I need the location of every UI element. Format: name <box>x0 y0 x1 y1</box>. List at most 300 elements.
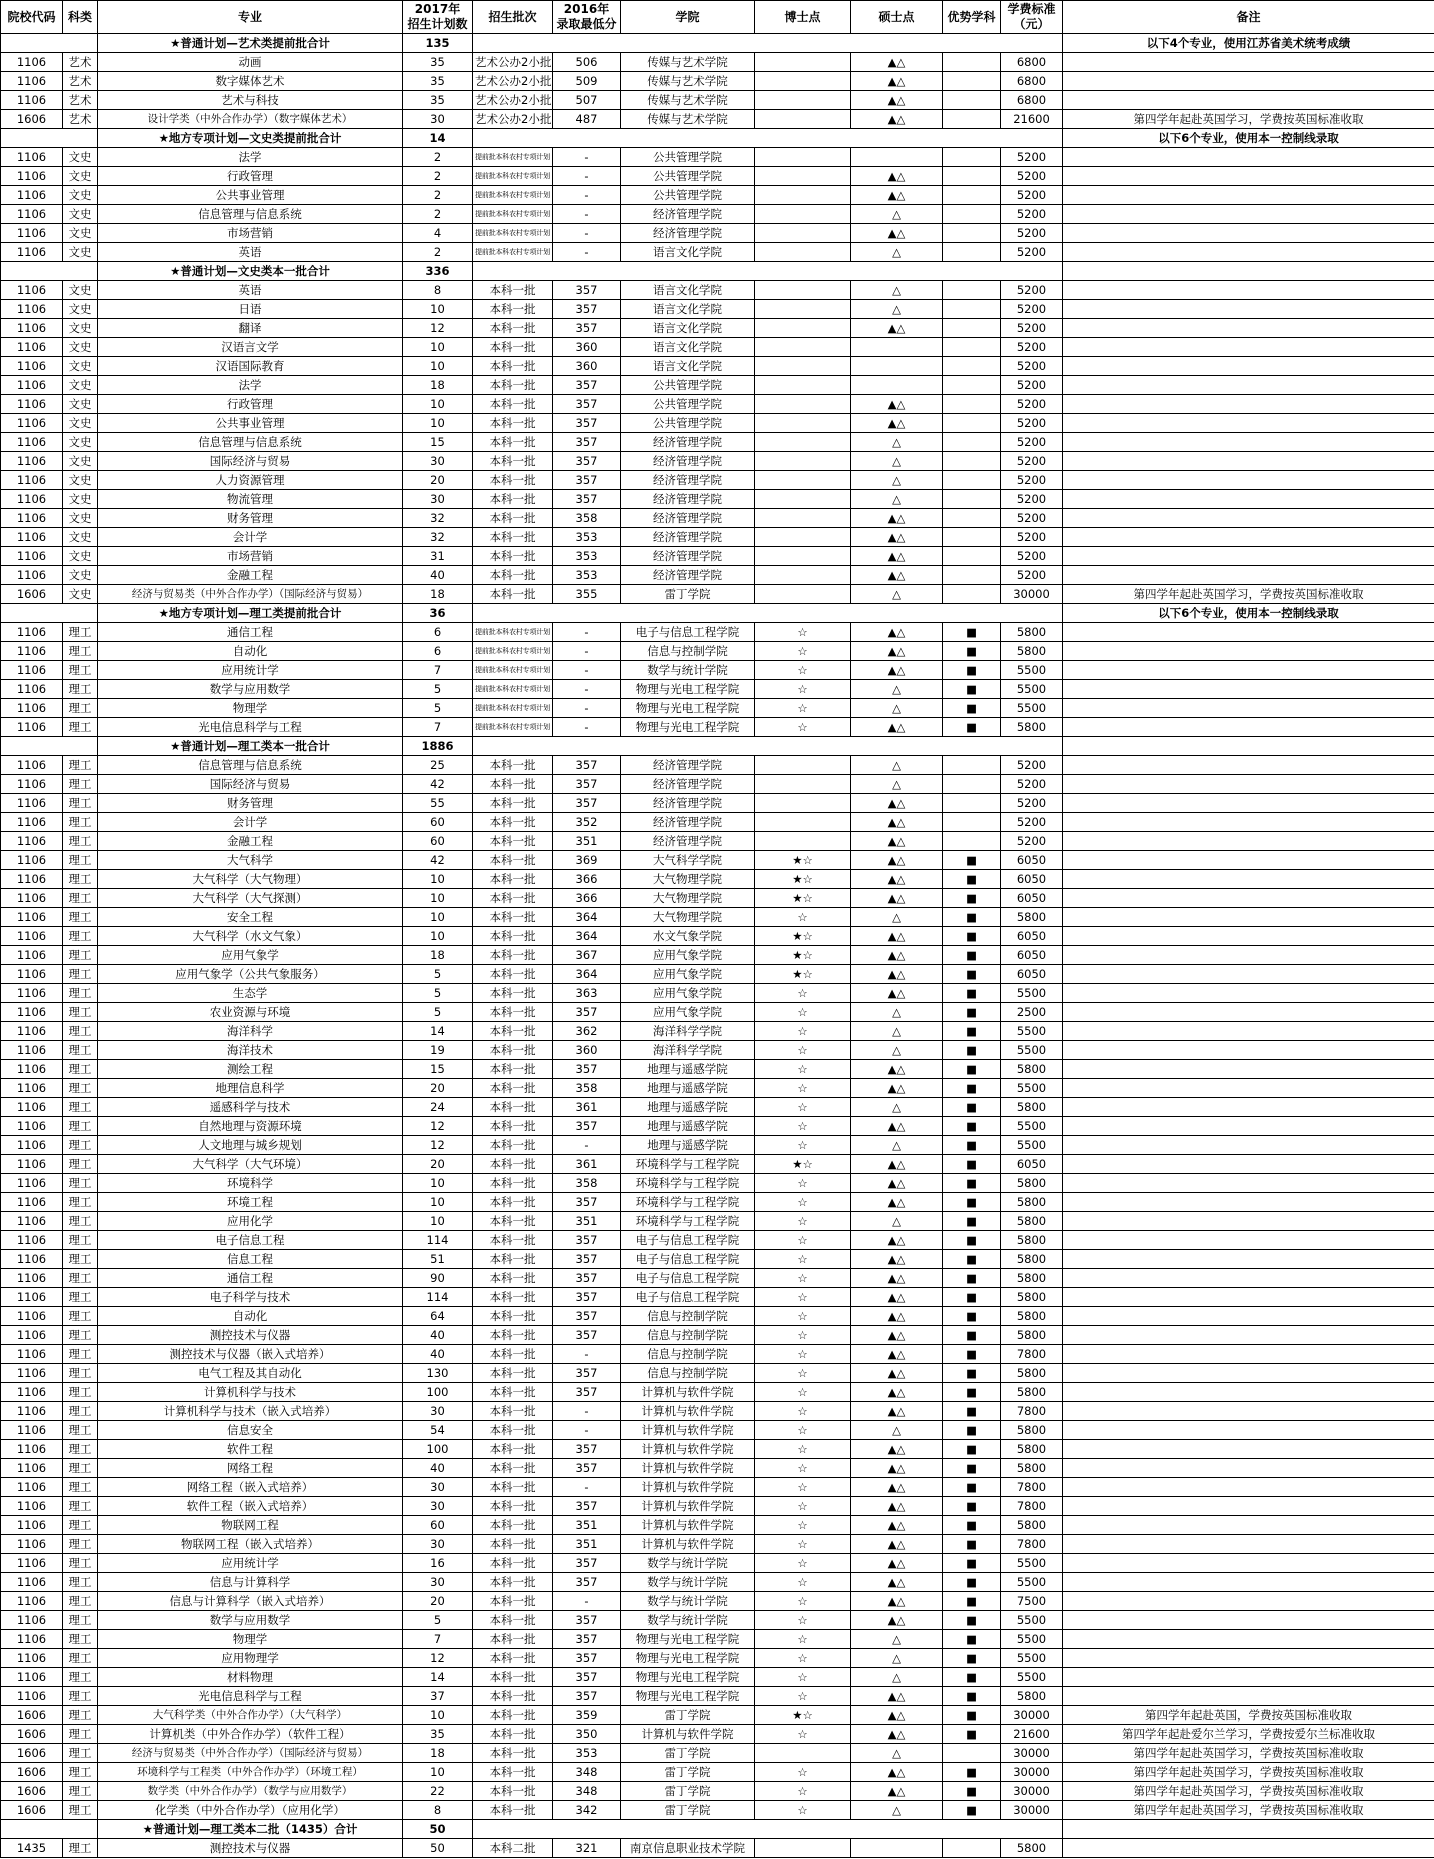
col-category: 理工 <box>63 1611 98 1630</box>
col-phd <box>755 300 851 319</box>
col-college: 电子与信息工程学院 <box>621 623 755 642</box>
col-master: ▲△ <box>851 946 943 965</box>
col-college: 公共管理学院 <box>621 376 755 395</box>
col-tuition: 5200 <box>1001 433 1063 452</box>
col-college: 地理与遥感学院 <box>621 1098 755 1117</box>
col-min-score: - <box>553 1421 621 1440</box>
col-tuition: 5800 <box>1001 642 1063 661</box>
col-tuition: 7800 <box>1001 1497 1063 1516</box>
col-plan-count: 40 <box>403 1326 473 1345</box>
col-major: 日语 <box>98 300 403 319</box>
col-college: 应用气象学院 <box>621 1003 755 1022</box>
col-master: ▲△ <box>851 661 943 680</box>
col-plan-count: 10 <box>403 1763 473 1782</box>
table-row <box>1 585 1434 604</box>
col-phd: ☆ <box>755 1535 851 1554</box>
col-advantage-header: 优势学科 <box>943 1 1001 34</box>
table-row <box>1 1022 1434 1041</box>
col-plan-count: 130 <box>403 1364 473 1383</box>
col-school-code: 1106 <box>1 927 63 946</box>
section-label: ★地方专项计划—理工类提前批合计 <box>98 604 403 623</box>
table-row <box>1 718 1434 737</box>
table-row <box>1 1117 1434 1136</box>
col-tuition: 5800 <box>1001 1174 1063 1193</box>
col-advantage: ■ <box>943 642 1001 661</box>
col-min-score: 357 <box>553 376 621 395</box>
col-major: 海洋科学 <box>98 1022 403 1041</box>
col-tuition: 5200 <box>1001 395 1063 414</box>
col-min-score: 357 <box>553 1326 621 1345</box>
col-batch: 本科一批 <box>473 1440 553 1459</box>
col-batch: 本科一批 <box>473 1611 553 1630</box>
col-min-score: 353 <box>553 566 621 585</box>
col-major: 测控技术与仪器 <box>98 1326 403 1345</box>
col-category: 理工 <box>63 851 98 870</box>
col-master: ▲△ <box>851 110 943 129</box>
col-plan-count: 30 <box>403 1497 473 1516</box>
col-master: ▲△ <box>851 1307 943 1326</box>
col-school-code: 1106 <box>1 1136 63 1155</box>
table-row <box>1 1383 1434 1402</box>
col-master: ▲△ <box>851 642 943 661</box>
col-master: △ <box>851 1801 943 1820</box>
col-school-code: 1606 <box>1 1744 63 1763</box>
col-college: 经济管理学院 <box>621 528 755 547</box>
col-college: 大气物理学院 <box>621 889 755 908</box>
col-college: 公共管理学院 <box>621 167 755 186</box>
col-school-code: 1106 <box>1 243 63 262</box>
col-college: 计算机与软件学院 <box>621 1459 755 1478</box>
col-phd: ☆ <box>755 1307 851 1326</box>
col-college: 地理与遥感学院 <box>621 1079 755 1098</box>
col-school-code: 1606 <box>1 1801 63 1820</box>
col-master: ▲△ <box>851 509 943 528</box>
col-master: △ <box>851 585 943 604</box>
col-batch: 本科一批 <box>473 585 553 604</box>
col-note: 第四学年起赴英国学习，学费按英国标准收取 <box>1063 585 1434 604</box>
col-school-code: 1106 <box>1 1402 63 1421</box>
col-tuition: 5800 <box>1001 1193 1063 1212</box>
col-master: ▲△ <box>851 1592 943 1611</box>
col-tuition: 21600 <box>1001 1725 1063 1744</box>
col-phd: ☆ <box>755 1630 851 1649</box>
col-school-code: 1106 <box>1 775 63 794</box>
col-school-code: 1106 <box>1 414 63 433</box>
col-school-code: 1106 <box>1 718 63 737</box>
col-school-code: 1106 <box>1 167 63 186</box>
table-row <box>1 1421 1434 1440</box>
col-school-code: 1106 <box>1 1079 63 1098</box>
col-college: 语言文化学院 <box>621 338 755 357</box>
col-category: 理工 <box>63 623 98 642</box>
col-plan-count: 30 <box>403 1573 473 1592</box>
col-school-code: 1106 <box>1 1535 63 1554</box>
col-school-code: 1106 <box>1 1269 63 1288</box>
col-min-score: - <box>553 205 621 224</box>
col-tuition-header: 学费标准 （元） <box>1001 1 1063 34</box>
col-batch: 本科一批 <box>473 1193 553 1212</box>
table-row <box>1 1288 1434 1307</box>
col-major: 测控技术与仪器（嵌入式培养） <box>98 1345 403 1364</box>
col-note <box>1063 490 1434 509</box>
col-master: ▲△ <box>851 1782 943 1801</box>
col-category: 理工 <box>63 1649 98 1668</box>
col-master <box>851 338 943 357</box>
col-plan-count: 10 <box>403 1212 473 1231</box>
col-note <box>1063 1364 1434 1383</box>
col-note <box>1063 1516 1434 1535</box>
col-min-score: - <box>553 224 621 243</box>
col-note <box>1063 1592 1434 1611</box>
col-advantage: ■ <box>943 1193 1001 1212</box>
col-plan-count: 100 <box>403 1440 473 1459</box>
col-major: 财务管理 <box>98 509 403 528</box>
col-college: 经济管理学院 <box>621 490 755 509</box>
col-tuition: 5200 <box>1001 509 1063 528</box>
col-plan-count: 54 <box>403 1421 473 1440</box>
col-tuition: 5800 <box>1001 1516 1063 1535</box>
col-major: 信息工程 <box>98 1250 403 1269</box>
table-body <box>1 34 1434 1858</box>
col-batch: 本科一批 <box>473 851 553 870</box>
col-tuition: 5500 <box>1001 1136 1063 1155</box>
col-tuition: 6800 <box>1001 53 1063 72</box>
col-college: 信息与控制学院 <box>621 1345 755 1364</box>
col-note <box>1063 357 1434 376</box>
col-batch: 本科一批 <box>473 1687 553 1706</box>
col-plan-count: 114 <box>403 1288 473 1307</box>
col-tuition: 5500 <box>1001 1554 1063 1573</box>
col-master: ▲△ <box>851 1706 943 1725</box>
col-phd <box>755 452 851 471</box>
col-plan-count: 5 <box>403 965 473 984</box>
col-batch: 本科一批 <box>473 1212 553 1231</box>
col-note <box>1063 851 1434 870</box>
col-master: ▲△ <box>851 889 943 908</box>
col-batch: 本科一批 <box>473 1649 553 1668</box>
col-master: ▲△ <box>851 927 943 946</box>
col-tuition: 5500 <box>1001 1117 1063 1136</box>
table-row <box>1 1801 1434 1820</box>
col-advantage <box>943 509 1001 528</box>
col-note <box>1063 1402 1434 1421</box>
col-school-code: 1106 <box>1 984 63 1003</box>
col-min-score: 357 <box>553 452 621 471</box>
col-major: 软件工程 <box>98 1440 403 1459</box>
col-college: 公共管理学院 <box>621 186 755 205</box>
col-category: 理工 <box>63 1079 98 1098</box>
table-row <box>1 1060 1434 1079</box>
col-plan-count: 10 <box>403 870 473 889</box>
col-note <box>1063 547 1434 566</box>
col-major: 会计学 <box>98 528 403 547</box>
col-phd <box>755 490 851 509</box>
col-category: 理工 <box>63 1003 98 1022</box>
col-major-header: 专业 <box>98 1 403 34</box>
col-college: 环境科学与工程学院 <box>621 1174 755 1193</box>
col-major: 大气科学（大气物理） <box>98 870 403 889</box>
col-phd-header: 博士点 <box>755 1 851 34</box>
col-master: ▲△ <box>851 1193 943 1212</box>
col-note <box>1063 1060 1434 1079</box>
col-min-score: 357 <box>553 1269 621 1288</box>
col-plan-count: 2 <box>403 148 473 167</box>
col-category: 理工 <box>63 1630 98 1649</box>
col-college: 经济管理学院 <box>621 756 755 775</box>
col-min-score: 357 <box>553 1459 621 1478</box>
col-college: 数学与统计学院 <box>621 1592 755 1611</box>
table-row <box>1 1345 1434 1364</box>
col-advantage <box>943 338 1001 357</box>
col-plan-count: 14 <box>403 1022 473 1041</box>
table-row <box>1 1003 1434 1022</box>
col-plan-count: 60 <box>403 832 473 851</box>
col-category: 理工 <box>63 1022 98 1041</box>
col-batch: 本科一批 <box>473 319 553 338</box>
col-master: ▲△ <box>851 1345 943 1364</box>
col-note-header: 备注 <box>1063 1 1434 34</box>
col-master: ▲△ <box>851 984 943 1003</box>
col-advantage: ■ <box>943 984 1001 1003</box>
col-category: 文史 <box>63 148 98 167</box>
col-phd <box>755 357 851 376</box>
col-plan-count: 20 <box>403 471 473 490</box>
col-tuition: 6050 <box>1001 1155 1063 1174</box>
col-phd: ☆ <box>755 1497 851 1516</box>
col-plan-count: 40 <box>403 1459 473 1478</box>
col-tuition: 5500 <box>1001 1041 1063 1060</box>
table-row <box>1 1516 1434 1535</box>
col-batch: 艺术公办2小批 <box>473 110 553 129</box>
table-row <box>1 1364 1434 1383</box>
table-row <box>1 1231 1434 1250</box>
col-tuition: 5200 <box>1001 205 1063 224</box>
col-college: 计算机与软件学院 <box>621 1421 755 1440</box>
col-plan-count: 12 <box>403 319 473 338</box>
col-phd <box>755 205 851 224</box>
col-major: 物联网工程 <box>98 1516 403 1535</box>
col-phd: ☆ <box>755 1687 851 1706</box>
col-tuition: 7800 <box>1001 1535 1063 1554</box>
col-advantage <box>943 794 1001 813</box>
col-plan-count: 30 <box>403 490 473 509</box>
table-row <box>1 167 1434 186</box>
col-college: 经济管理学院 <box>621 471 755 490</box>
table-row <box>1 1535 1434 1554</box>
col-school-code: 1106 <box>1 1345 63 1364</box>
col-major: 通信工程 <box>98 1269 403 1288</box>
col-batch: 本科一批 <box>473 832 553 851</box>
col-major: 数字媒体艺术 <box>98 72 403 91</box>
table-row <box>1 1174 1434 1193</box>
col-major: 国际经济与贸易 <box>98 452 403 471</box>
col-college: 经济管理学院 <box>621 566 755 585</box>
col-college: 计算机与软件学院 <box>621 1516 755 1535</box>
table-row <box>1 1326 1434 1345</box>
col-note: 第四学年起赴英国学习，学费按英国标准收取 <box>1063 1782 1434 1801</box>
col-school-code: 1106 <box>1 72 63 91</box>
table-row <box>1 623 1434 642</box>
col-category: 文史 <box>63 585 98 604</box>
col-major: 网络工程 <box>98 1459 403 1478</box>
col-master: ▲△ <box>851 1535 943 1554</box>
col-master: ▲△ <box>851 1288 943 1307</box>
col-advantage: ■ <box>943 1687 1001 1706</box>
col-tuition: 5800 <box>1001 1383 1063 1402</box>
col-major: 市场营销 <box>98 547 403 566</box>
col-plan-count: 7 <box>403 718 473 737</box>
col-phd: ☆ <box>755 1345 851 1364</box>
col-phd <box>755 224 851 243</box>
col-batch: 本科一批 <box>473 300 553 319</box>
col-min-score: 364 <box>553 965 621 984</box>
col-phd: ☆ <box>755 661 851 680</box>
col-major: 财务管理 <box>98 794 403 813</box>
col-category: 艺术 <box>63 53 98 72</box>
col-master: ▲△ <box>851 1269 943 1288</box>
col-note <box>1063 1421 1434 1440</box>
col-note <box>1063 243 1434 262</box>
col-school-code: 1106 <box>1 1326 63 1345</box>
table-row <box>1 376 1434 395</box>
col-major: 汉语言文学 <box>98 338 403 357</box>
col-min-score: 352 <box>553 813 621 832</box>
col-plan-count: 7 <box>403 661 473 680</box>
col-note <box>1063 1250 1434 1269</box>
col-master: ▲△ <box>851 1478 943 1497</box>
col-advantage: ■ <box>943 1573 1001 1592</box>
col-phd <box>755 91 851 110</box>
col-phd <box>755 186 851 205</box>
col-min-score: 357 <box>553 395 621 414</box>
col-school-code: 1106 <box>1 965 63 984</box>
col-major: 数学与应用数学 <box>98 680 403 699</box>
col-category: 文史 <box>63 319 98 338</box>
col-phd: ☆ <box>755 1250 851 1269</box>
table-row <box>1 53 1434 72</box>
col-note <box>1063 1440 1434 1459</box>
section-total-row <box>1 604 1434 623</box>
col-plan-count: 60 <box>403 813 473 832</box>
col-note <box>1063 1098 1434 1117</box>
col-min-score: 351 <box>553 1535 621 1554</box>
col-note: 第四学年起赴英国学习，学费按英国标准收取 <box>1063 1801 1434 1820</box>
col-major: 翻译 <box>98 319 403 338</box>
col-major: 法学 <box>98 376 403 395</box>
col-category: 理工 <box>63 1193 98 1212</box>
col-college: 经济管理学院 <box>621 832 755 851</box>
col-min-score: 366 <box>553 889 621 908</box>
col-tuition: 5500 <box>1001 1649 1063 1668</box>
col-tuition: 5500 <box>1001 1630 1063 1649</box>
col-college: 计算机与软件学院 <box>621 1383 755 1402</box>
col-college: 物理与光电工程学院 <box>621 680 755 699</box>
col-min-score: 369 <box>553 851 621 870</box>
col-min-score: 507 <box>553 91 621 110</box>
col-category: 文史 <box>63 433 98 452</box>
col-master: ▲△ <box>851 1174 943 1193</box>
col-batch: 本科一批 <box>473 1307 553 1326</box>
col-note <box>1063 414 1434 433</box>
col-advantage: ■ <box>943 661 1001 680</box>
col-advantage: ■ <box>943 1155 1001 1174</box>
col-plan-count: 30 <box>403 1535 473 1554</box>
table-row <box>1 946 1434 965</box>
col-advantage <box>943 395 1001 414</box>
table-row <box>1 566 1434 585</box>
col-plan-count: 2 <box>403 167 473 186</box>
table-row <box>1 661 1434 680</box>
col-phd: ☆ <box>755 1136 851 1155</box>
col-note <box>1063 1326 1434 1345</box>
col-batch: 提前批本科农村专项计划 <box>473 205 553 224</box>
col-school-code: 1106 <box>1 224 63 243</box>
table-row <box>1 1098 1434 1117</box>
col-college: 雷丁学院 <box>621 1763 755 1782</box>
col-master: △ <box>851 1630 943 1649</box>
col-note <box>1063 946 1434 965</box>
col-note <box>1063 756 1434 775</box>
col-tuition: 5500 <box>1001 699 1063 718</box>
col-note <box>1063 528 1434 547</box>
col-plan-count: 31 <box>403 547 473 566</box>
col-min-score: 362 <box>553 1022 621 1041</box>
section-note: 以下6个专业，使用本一控制线录取 <box>1063 129 1434 148</box>
col-phd: ☆ <box>755 1022 851 1041</box>
col-note <box>1063 1630 1434 1649</box>
col-plan-count: 7 <box>403 1630 473 1649</box>
col-tuition: 6050 <box>1001 946 1063 965</box>
col-major: 光电信息科学与工程 <box>98 718 403 737</box>
col-category: 文史 <box>63 490 98 509</box>
col-phd: ☆ <box>755 1383 851 1402</box>
col-major: 经济与贸易类（中外合作办学）（国际经济与贸易） <box>98 1744 403 1763</box>
col-batch: 本科一批 <box>473 1459 553 1478</box>
col-note <box>1063 566 1434 585</box>
col-school-code: 1106 <box>1 148 63 167</box>
col-college: 电子与信息工程学院 <box>621 1250 755 1269</box>
col-college: 经济管理学院 <box>621 813 755 832</box>
table-row <box>1 1402 1434 1421</box>
col-phd: ☆ <box>755 1174 851 1193</box>
col-min-score: 357 <box>553 414 621 433</box>
col-batch: 提前批本科农村专项计划 <box>473 642 553 661</box>
col-master: ▲△ <box>851 319 943 338</box>
col-school-code: 1106 <box>1 319 63 338</box>
col-note <box>1063 965 1434 984</box>
col-tuition: 5200 <box>1001 414 1063 433</box>
table-row <box>1 680 1434 699</box>
col-major: 计算机科学与技术（嵌入式培养） <box>98 1402 403 1421</box>
col-master: △ <box>851 680 943 699</box>
col-advantage: ■ <box>943 1288 1001 1307</box>
col-note <box>1063 1136 1434 1155</box>
col-tuition: 5800 <box>1001 1364 1063 1383</box>
col-note <box>1063 72 1434 91</box>
table-row <box>1 1630 1434 1649</box>
col-phd <box>755 756 851 775</box>
col-school-code: 1106 <box>1 813 63 832</box>
col-plan-count: 18 <box>403 1744 473 1763</box>
col-school-code: 1435 <box>1 1839 63 1858</box>
col-batch: 提前批本科农村专项计划 <box>473 243 553 262</box>
col-college: 雷丁学院 <box>621 1801 755 1820</box>
col-phd: ☆ <box>755 1516 851 1535</box>
col-tuition: 5200 <box>1001 167 1063 186</box>
col-note <box>1063 1345 1434 1364</box>
col-college: 信息与控制学院 <box>621 1307 755 1326</box>
col-advantage <box>943 471 1001 490</box>
